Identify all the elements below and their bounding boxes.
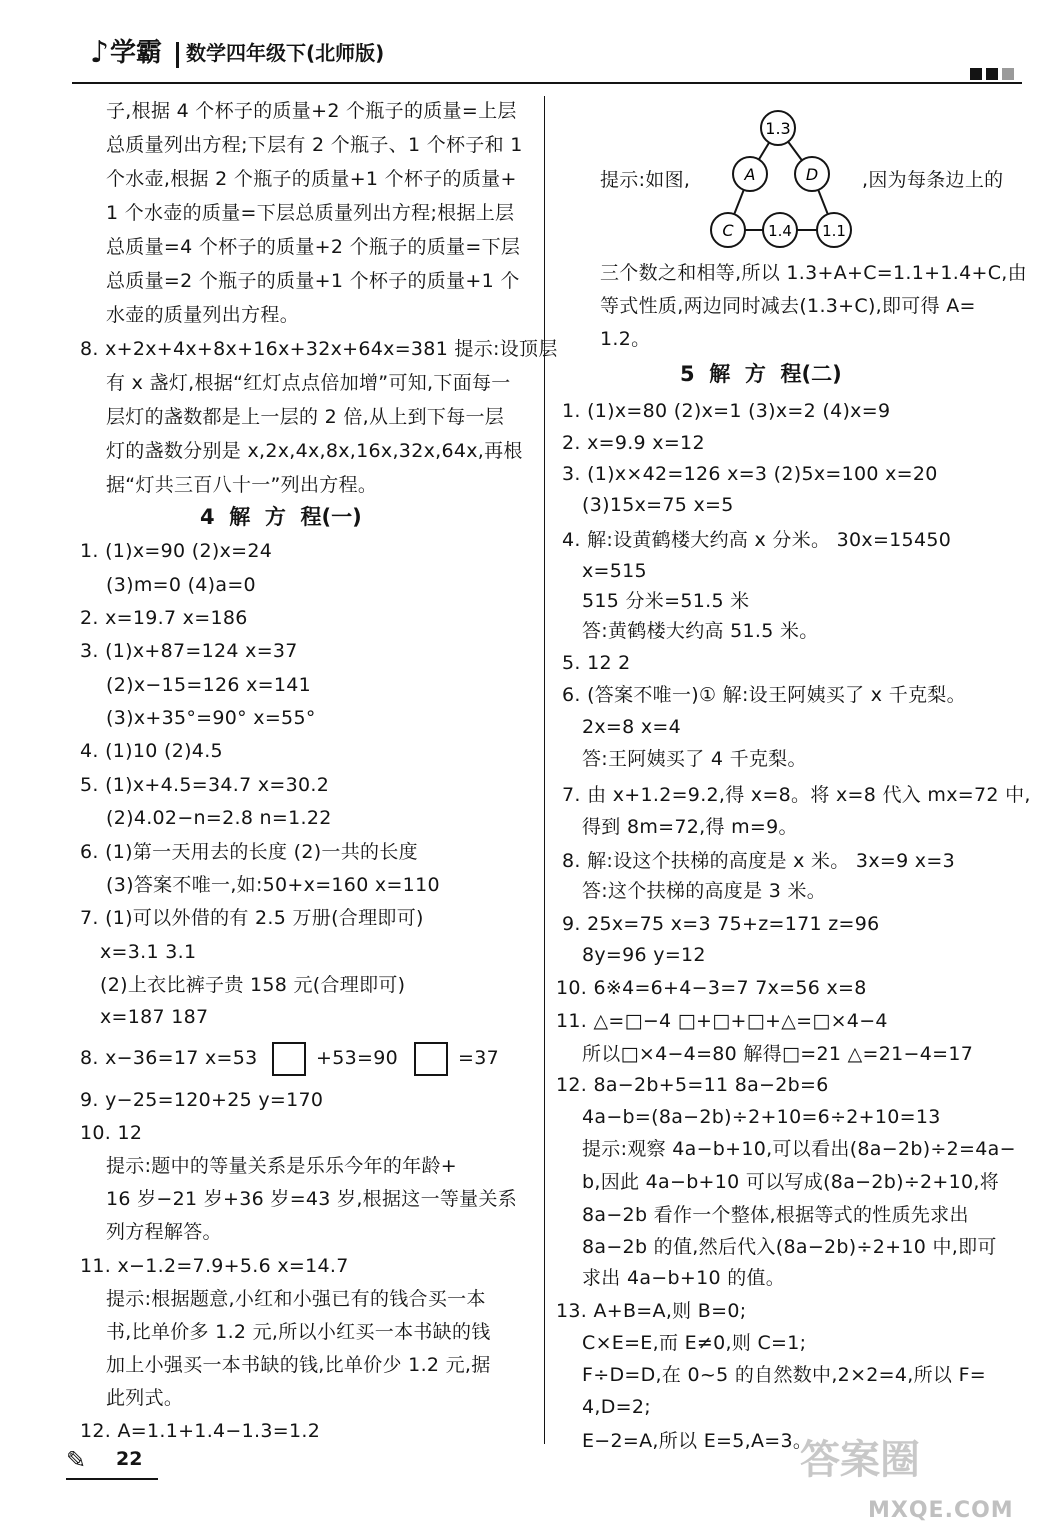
text-line: 3. (1)x×42=126 x=3 (2)5x=100 x=20 <box>562 463 938 485</box>
text-line: 7. 由 x+1.2=9.2,得 x=8。将 x=8 代入 mx=72 中, <box>562 784 1031 806</box>
text-line: 三个数之和相等,所以 1.3+A+C=1.1+1.4+C,由 <box>600 262 1027 284</box>
node-mid-right <box>795 157 829 191</box>
header-decoration <box>970 68 1014 80</box>
text-line: 据“灯共三百八十一”列出方程。 <box>106 474 378 496</box>
column-divider <box>544 96 545 1444</box>
svg-text:1.1: 1.1 <box>822 222 846 240</box>
text-line: 灯的盏数分别是 x,2x,4x,8x,16x,32x,64x,再根 <box>106 440 523 462</box>
text-line: 8a−2b 看作一个整体,根据等式的性质先求出 <box>582 1204 969 1226</box>
svg-text:A: A <box>744 165 756 184</box>
text-line: 4a−b=(8a−2b)÷2+10=6÷2+10=13 <box>582 1106 941 1128</box>
node-bottom-mid <box>763 213 797 247</box>
svg-text:1.4: 1.4 <box>768 222 792 240</box>
section-5-title: 5 解 方 程(二) <box>680 362 842 386</box>
text-line: 12. 8a−2b+5=11 8a−2b=6 <box>556 1074 829 1096</box>
text-line: 提示:根据题意,小红和小强已有的钱合买一本 <box>106 1288 486 1310</box>
text-line: 所以□×4−4=80 解得□=21 △=21−4=17 <box>582 1043 974 1065</box>
text-line: 3. (1)x+87=124 x=37 <box>80 640 298 662</box>
text-line: 6. (1)第一天用去的长度 (2)一共的长度 <box>80 841 418 863</box>
text-line: 8a−2b 的值,然后代入(8a−2b)÷2+10 中,即可 <box>582 1236 997 1258</box>
text-line: 9. y−25=120+25 y=170 <box>80 1089 324 1111</box>
text-line: 6. (答案不唯一)① 解:设王阿姨买了 x 千克梨。 <box>562 684 966 706</box>
text-line: 总质量=4 个杯子的质量+2 个瓶子的质量=下层 <box>106 236 521 258</box>
pencil-icon: ✎ <box>66 1446 87 1474</box>
text-line: 答:黄鹤楼大约高 51.5 米。 <box>582 620 819 642</box>
text-line: x=515 <box>582 560 647 582</box>
hint-prefix: 提示:如图, <box>600 169 691 191</box>
text-line: 11. x−1.2=7.9+5.6 x=14.7 <box>80 1255 349 1277</box>
text-line: (3)m=0 (4)a=0 <box>106 574 256 596</box>
triangle-diagram <box>700 108 860 262</box>
text-line: 8. 解:设这个扶梯的高度是 x 米。 3x=9 x=3 <box>562 850 955 872</box>
text-line: 13. A+B=A,则 B=0; <box>556 1300 747 1322</box>
text-line: 4,D=2; <box>582 1396 651 1418</box>
svg-text:1.3: 1.3 <box>765 119 791 138</box>
q8-answer-part: =37 <box>458 1047 499 1069</box>
brand-logo: 学霸 <box>110 38 163 68</box>
svg-text:C: C <box>722 221 734 240</box>
page-number: 22 <box>116 1448 143 1470</box>
header-divider <box>176 42 179 68</box>
text-line: (3)答案不唯一,如:50+x=160 x=110 <box>106 874 440 896</box>
text-line: 5. (1)x+4.5=34.7 x=30.2 <box>80 774 330 796</box>
blank-box <box>272 1042 306 1076</box>
node-mid-left <box>733 157 767 191</box>
text-line: 子,根据 4 个杯子的质量+2 个瓶子的质量=上层 <box>106 100 517 122</box>
node-top <box>761 111 795 145</box>
text-line: 提示:观察 4a−b+10,可以看出(8a−2b)÷2=4a− <box>582 1138 1016 1160</box>
text-line: 层灯的盏数都是上一层的 2 倍,从上到下每一层 <box>106 406 505 428</box>
graduation-cap-icon: ♪ <box>90 35 110 70</box>
text-line: 加上小强买一本书缺的钱,比单价少 1.2 元,据 <box>106 1354 491 1376</box>
footer-rule <box>66 1478 158 1480</box>
text-line: 5. 12 2 <box>562 652 631 674</box>
text-line: 12. A=1.1+1.4−1.3=1.2 <box>80 1420 321 1442</box>
hint-suffix: ,因为每条边上的 <box>862 169 1004 191</box>
text-line: 2. x=9.9 x=12 <box>562 432 705 454</box>
text-line: 此列式。 <box>106 1387 184 1409</box>
text-line: 1. (1)x=90 (2)x=24 <box>80 540 273 562</box>
text-line: 8. x+2x+4x+8x+16x+32x+64x=381 提示:设顶层 <box>80 338 558 360</box>
text-line: C×E=E,而 E≠0,则 C=1; <box>582 1332 807 1354</box>
blank-box <box>414 1042 448 1076</box>
text-line: 2x=8 x=4 <box>582 716 682 738</box>
book-title: 数学四年级下(北师版) <box>186 41 385 65</box>
text-line: (2)x−15=126 x=141 <box>106 674 312 696</box>
text-line: 等式性质,两边同时减去(1.3+C),即可得 A= <box>600 295 976 317</box>
text-line: 4. 解:设黄鹤楼大约高 x 分米。 30x=15450 <box>562 529 952 551</box>
text-line: 书,比单价多 1.2 元,所以小红买一本书缺的钱 <box>106 1321 491 1343</box>
text-line: 1. (1)x=80 (2)x=1 (3)x=2 (4)x=9 <box>562 400 891 422</box>
text-line: E−2=A,所以 E=5,A=3。 <box>582 1430 813 1452</box>
text-line: 8y=96 y=12 <box>582 944 706 966</box>
text-line: 1.2。 <box>600 328 651 350</box>
text-line: 1 个水壶的质量=下层总质量列出方程;根据上层 <box>106 202 515 224</box>
text-line: 得到 8m=72,得 m=9。 <box>582 816 798 838</box>
text-line: 515 分米=51.5 米 <box>582 590 750 612</box>
text-line: 列方程解答。 <box>106 1221 222 1243</box>
text-line: 水壶的质量列出方程。 <box>106 304 300 326</box>
svg-text:D: D <box>805 165 819 184</box>
q8-answer-part: +53=90 <box>316 1047 398 1069</box>
text-line: 总质量=2 个瓶子的质量+1 个杯子的质量+1 个 <box>106 270 520 292</box>
text-line: 个水壶,根据 2 个瓶子的质量+1 个杯子的质量+ <box>106 168 517 190</box>
text-line: 答:这个扶梯的高度是 3 米。 <box>582 880 827 902</box>
text-line: b,因此 4a−b+10 可以写成(8a−2b)÷2+10,将 <box>582 1171 1000 1193</box>
text-line: x=3.1 3.1 <box>100 941 197 963</box>
text-line: (3)x+35°=90° x=55° <box>106 707 316 729</box>
text-line: x=187 187 <box>100 1006 209 1028</box>
text-line: (2)4.02−n=2.8 n=1.22 <box>106 807 332 829</box>
node-bottom-right <box>817 213 851 247</box>
section-4-title: 4 解 方 程(一) <box>200 505 362 529</box>
node-bottom-left <box>711 213 745 247</box>
header-rule <box>72 82 1022 84</box>
text-line: 答:王阿姨买了 4 千克梨。 <box>582 748 807 770</box>
text-line: 11. △=□−4 □+□+□+△=□×4−4 <box>556 1010 888 1032</box>
text-line: F÷D=D,在 0~5 的自然数中,2×2=4,所以 F= <box>582 1364 987 1386</box>
text-line: (3)15x=75 x=5 <box>582 494 734 516</box>
text-line: 7. (1)可以外借的有 2.5 万册(合理即可) <box>80 907 424 929</box>
q8-answer: 8. x−36=17 x=53 <box>80 1047 258 1069</box>
text-line: 9. 25x=75 x=3 75+z=171 z=96 <box>562 913 880 935</box>
text-line: 总质量列出方程;下层有 2 个瓶子、1 个杯子和 1 <box>106 134 523 156</box>
text-line: 10. 12 <box>80 1122 143 1144</box>
page-header <box>72 30 1022 90</box>
text-line: 2. x=19.7 x=186 <box>80 607 248 629</box>
text-line: 提示:题中的等量关系是乐乐今年的年龄+ <box>106 1155 458 1177</box>
text-line: 有 x 盏灯,根据“红灯点点倍加增”可知,下面每一 <box>106 372 511 394</box>
text-line: 4. (1)10 (2)4.5 <box>80 740 223 762</box>
text-line: (2)上衣比裤子贵 158 元(合理即可) <box>100 974 406 996</box>
text-line: 16 岁−21 岁+36 岁=43 岁,根据这一等量关系 <box>106 1188 518 1210</box>
text-line: 求出 4a−b+10 的值。 <box>582 1267 786 1289</box>
text-line: 10. 6※4=6+4−3=7 7x=56 x=8 <box>556 977 867 999</box>
watermark-url: MXQE.COM <box>868 1498 1014 1523</box>
watermark-logo: 答案圈 <box>800 1437 920 1483</box>
